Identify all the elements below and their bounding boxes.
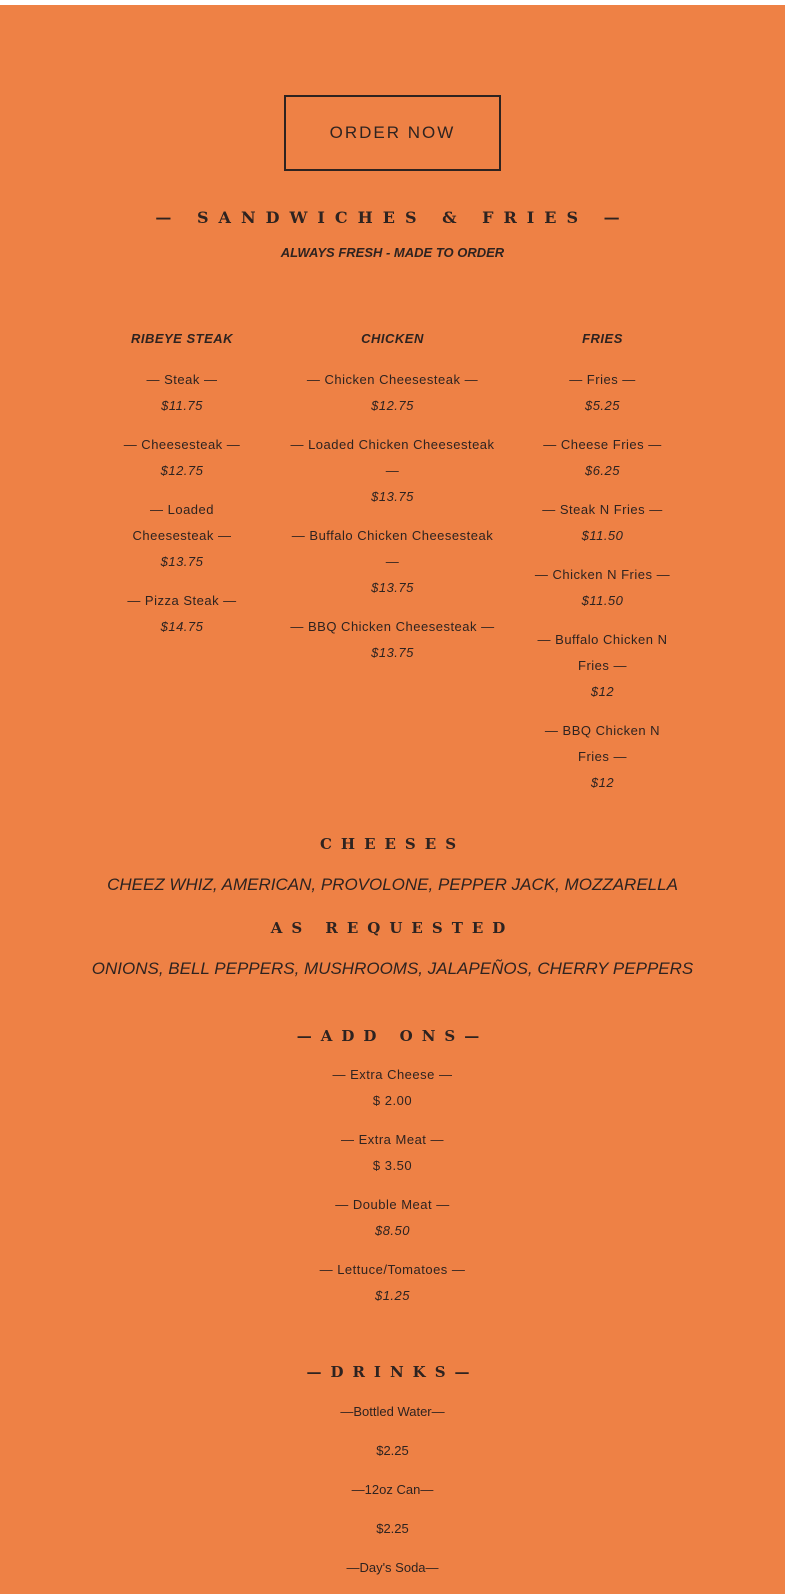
item-name: — Fries —: [569, 372, 636, 387]
menu-item: [112, 588, 252, 640]
addon-item: [0, 1257, 785, 1309]
item-price: $1.25: [374, 1288, 411, 1303]
drinks-list: [0, 1399, 785, 1594]
column-title: FRIES: [582, 331, 623, 346]
item-name: — BBQ Chicken N Fries —: [544, 723, 661, 764]
drink-name: —Bottled Water—: [340, 1404, 445, 1419]
addon-item: [0, 1192, 785, 1244]
item-price: $11.75: [161, 398, 203, 413]
menu-item: [530, 367, 675, 419]
item-price: $13.75: [371, 489, 414, 504]
cheeses-list: CHEEZ WHIZ, AMERICAN, PROVOLONE, PEPPER JACK, MOZZARELLA: [107, 875, 678, 894]
item-name: — Loaded Chicken Cheesesteak —: [290, 437, 495, 478]
item-name: — Double Meat —: [335, 1197, 450, 1212]
column-title: CHICKEN: [361, 331, 424, 346]
item-name: — Extra Meat —: [340, 1132, 445, 1147]
addons-list: [0, 1062, 785, 1322]
item-price: $8.50: [374, 1223, 411, 1238]
addon-item: [0, 1062, 785, 1114]
item-price: $12.75: [371, 398, 414, 413]
chicken-column: [285, 328, 500, 679]
drink-price: $2.25: [376, 1443, 409, 1458]
drink-name: —Day's Soda—: [346, 1560, 439, 1575]
column-title: RIBEYE STEAK: [130, 331, 234, 346]
menu-item: [530, 718, 675, 796]
fries-column: [530, 328, 675, 809]
item-price: $13.75: [371, 645, 414, 660]
item-price: $6.25: [584, 463, 621, 478]
item-price: $12: [590, 775, 615, 790]
ribeye-steak-column: [112, 328, 252, 653]
item-name: — BBQ Chicken Cheesesteak —: [290, 619, 495, 634]
item-name: — Loaded Cheesesteak —: [132, 502, 232, 543]
item-name: — Steak N Fries —: [542, 502, 663, 517]
item-price: $13.75: [160, 554, 204, 569]
menu-item: [285, 614, 500, 666]
as-requested-list: ONIONS, BELL PEPPERS, MUSHROOMS, JALAPEÑOS, CHERRY PEPPERS: [91, 959, 694, 978]
item-price: $5.25: [584, 398, 621, 413]
drink-price: $2.25: [376, 1521, 409, 1536]
item-price: $ 3.50: [372, 1158, 413, 1173]
item-name: — Steak —: [146, 372, 218, 387]
item-price: $12: [590, 684, 615, 699]
cheeses-heading: CHEESES: [319, 835, 466, 853]
item-name: — Chicken N Fries —: [534, 567, 671, 582]
item-name: — Buffalo Chicken N Fries —: [537, 632, 668, 673]
menu-item: [530, 627, 675, 705]
item-name: — Lettuce/Tomatoes —: [319, 1262, 466, 1277]
menu-item: [285, 367, 500, 419]
item-name: — Cheesesteak —: [123, 437, 241, 452]
menu-item: [530, 432, 675, 484]
item-name: — Cheese Fries —: [543, 437, 662, 452]
menu-item: [285, 523, 500, 601]
item-name: — Buffalo Chicken Cheesesteak —: [291, 528, 494, 569]
sandwiches-subheading: ALWAYS FRESH - MADE TO ORDER: [280, 245, 505, 260]
addons-heading: —ADD ONS—: [296, 1027, 489, 1045]
drinks-heading: —DRINKS—: [306, 1363, 479, 1381]
item-price: $14.75: [160, 619, 204, 634]
sandwiches-heading: — SANDWICHES & FRIES —: [155, 208, 630, 227]
menu-item: [112, 432, 252, 484]
item-price: $ 2.00: [372, 1093, 413, 1108]
item-name: — Extra Cheese —: [332, 1067, 453, 1082]
addon-item: [0, 1127, 785, 1179]
order-now-button[interactable]: ORDER NOW: [284, 95, 501, 171]
item-price: $11.50: [581, 593, 624, 608]
as-requested-heading: AS REQUESTED: [270, 919, 515, 937]
item-name: — Chicken Cheesesteak —: [306, 372, 479, 387]
item-name: — Pizza Steak —: [127, 593, 237, 608]
item-price: $13.75: [371, 580, 414, 595]
menu-item: [112, 497, 252, 575]
drink-name: —12oz Can—: [351, 1482, 434, 1497]
item-price: $11.50: [581, 528, 624, 543]
menu-item: [530, 562, 675, 614]
menu-item: [285, 432, 500, 510]
item-price: $12.75: [160, 463, 204, 478]
menu-item: [530, 497, 675, 549]
menu-item: [112, 367, 252, 419]
